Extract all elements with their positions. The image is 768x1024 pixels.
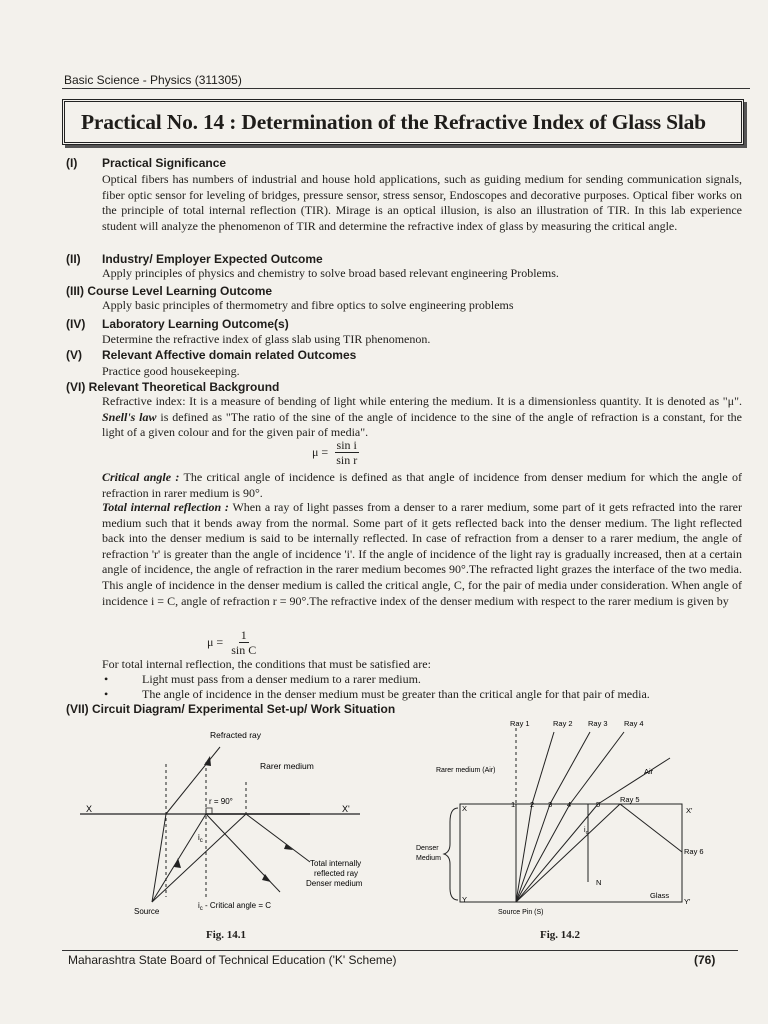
section-heading: Relevant Affective domain related Outcomes [102, 348, 357, 362]
ic-subscript: c [199, 838, 203, 844]
section-heading: (III) Course Level Learning Outcome [66, 284, 273, 298]
ray-4-label: Ray 4 [624, 719, 644, 728]
snells-law-term: Snell's law [102, 409, 157, 424]
ray-2-label: Ray 2 [553, 719, 573, 728]
figure-14-1 [70, 722, 410, 922]
condition-bullet-2 [104, 687, 650, 702]
condition-bullet-1 [104, 672, 421, 687]
section-heading: Laboratory Learning Outcome(s) [102, 317, 289, 331]
incident-ray-line [152, 814, 166, 902]
section-body: Optical fibers has numbers of industrial and house hold applications, such as guiding medium for sending communication signals, fiber optic sensor for leveling of bridges, pressure sensor, stress sensor, Endoscopes and decorative purposes. Optical fiber works on the principle of total internal reflection (TIR). Mirage is an optical illusion, is also an illustration of TIR. In this lab experience student will analyze the phenomenon of TIR and determine the refractive index of glass by measuring the critical angle. [102, 172, 742, 233]
x-label: X [462, 804, 468, 813]
arrow-icon [262, 874, 271, 882]
text-run: When a ray of light passes from a denser to a rarer medium, some part of it gets refracted into the rarer medium such that it bends away from the normal. Some part of it gets reflected back into the denser medium. The light reflected back into the denser medium is said to be internally reflected. In case of refraction from a denser to a rarer medium, the angle of refraction 'r' is greater than the angle of incidence 'i'. If the angle of incidence of the light ray is gradually increased, then at a certain angle of incidence, the angle of refraction in the rarer medium becomes 90°.The refracted light grazes the interface of the two media. This angle of incidence in the denser medium is called the critical angle, C, for the pair of media under consideration. When angle of incidence i = C, angle of refraction r = 90°.The refractive index of the denser medium with respect to the rarer medium is given by [102, 500, 742, 608]
denser-label-2: Medium [416, 855, 441, 862]
rarer-medium-label: Rarer medium (Air) [436, 767, 496, 774]
denser-label-1: Denser [416, 845, 439, 852]
section-body: Apply principles of physics and chemistry to solve broad based relevant engineering Problems. [102, 266, 559, 280]
point-2-label: 2 [530, 800, 535, 809]
bullet-text: The angle of incidence in the denser medium must be greater than the critical angle for that pair of media. [142, 687, 650, 701]
tir-label-2: reflected ray [314, 869, 359, 878]
y-label: Y [462, 895, 468, 904]
refracted-ray-label: Refracted ray [210, 730, 262, 740]
crit-i: i [198, 901, 200, 910]
running-head: Basic Science - Physics (311305) [64, 73, 242, 87]
bullet-icon: • [104, 672, 109, 686]
critical-angle-term: Critical angle : [102, 470, 180, 484]
x-label: X [86, 804, 93, 814]
ic-label [198, 833, 203, 844]
ray-3-label: Ray 3 [588, 719, 608, 728]
emergent-ray-2 [550, 732, 590, 804]
text-run: Refractive index: It is a measure of bending of light while entering the medium. It is a dimensionless quantity. It is denoted as "μ". [102, 394, 742, 408]
denominator: sin C [231, 643, 257, 657]
right-angle-mark [206, 808, 212, 814]
numerator: sin i [336, 438, 357, 452]
ray-line [516, 804, 620, 902]
tir-paragraph [102, 500, 742, 609]
section-body: Practice good housekeeping. [102, 364, 240, 378]
reflected-ray-line [246, 814, 310, 862]
section-heading: Industry/ Employer Expected Outcome [102, 252, 323, 266]
emergent-ray-1 [532, 732, 554, 804]
arrow-icon [284, 844, 293, 850]
point-1-label: 1 [511, 800, 516, 809]
header-rule [62, 88, 750, 89]
ray-5-label: Ray 5 [620, 795, 640, 804]
page-title: Practical No. 14 : Determination of the Refractive Index of Glass Slab [81, 109, 706, 134]
ic-subscript: c [585, 830, 589, 836]
point-5-label: 5 [596, 800, 601, 809]
tir-term: Total internal reflection : [102, 500, 229, 514]
critical-angle-paragraph [102, 470, 742, 501]
y-prime-label: Y' [684, 897, 691, 906]
x-prime-label: X' [342, 804, 350, 814]
ray-line [516, 804, 550, 902]
air-label: Air [644, 767, 654, 776]
point-4-label: 4 [567, 800, 572, 809]
ray-1-label: Ray 1 [510, 719, 530, 728]
text-run: is defined as "The ratio of the sine of the angle of incidence to the sine of the angle of refraction is a constant, for the light of a given colour and for the given pair of media". [102, 409, 742, 440]
incident-ray-line [152, 814, 206, 902]
r-90-label: r = 90° [209, 797, 233, 806]
ray-6-line [620, 804, 682, 852]
source-pin-label: Source Pin (S) [498, 909, 544, 916]
denser-brace [444, 808, 458, 900]
section-body: Apply basic principles of thermometry and fibre optics to solve engineering problems [102, 298, 514, 312]
critical-angle-formula [207, 628, 258, 657]
formula-lhs: μ = [207, 635, 224, 649]
ray-6-label: Ray 6 [684, 847, 704, 856]
denominator: sin r [336, 453, 358, 467]
emergent-ray-3 [570, 732, 624, 804]
figure-caption-14-1: Fig. 14.1 [206, 929, 247, 941]
numerator: 1 [240, 628, 247, 642]
arrow-icon [174, 858, 181, 868]
section-number: (IV) [66, 317, 86, 331]
section-heading: (VII) Circuit Diagram/ Experimental Set-up/ Work Situation [66, 702, 396, 716]
fraction [229, 628, 258, 657]
snells-law-formula [312, 438, 359, 467]
glass-label: Glass [650, 891, 670, 900]
glass-slab [460, 804, 682, 902]
tir-label-1: Total internally [310, 859, 362, 868]
fraction [334, 438, 359, 467]
section-number: (II) [66, 252, 81, 266]
bullet-text: Light must pass from a denser medium to a rarer medium. [142, 672, 421, 686]
section-body: Determine the refractive index of glass slab using TIR phenomenon. [102, 332, 431, 346]
source-label: Source [134, 907, 160, 916]
arrow-icon [204, 756, 211, 766]
section-number: (I) [66, 156, 78, 170]
tir-label-3: Denser medium [306, 879, 363, 888]
title-box [62, 99, 744, 145]
x-prime-label: X' [686, 806, 693, 815]
formula-lhs: μ = [312, 445, 329, 459]
conditions-intro: For total internal reflection, the conditions that must be satisfied are: [102, 657, 431, 671]
footer-board: Maharashtra State Board of Technical Education ('K' Scheme) [68, 953, 397, 967]
footer-rule [62, 950, 738, 951]
section-number: (V) [66, 348, 82, 362]
theory-paragraph-1 [102, 394, 742, 441]
rarer-medium-label: Rarer medium [260, 761, 314, 771]
point-3-label: 3 [548, 800, 553, 809]
text-run: The critical angle of incidence is defined as that angle of incidence from denser medium for which the angle of refraction in rarer medium is 90°. [102, 470, 742, 500]
figure-caption-14-2: Fig. 14.2 [540, 929, 581, 941]
section-heading: Practical Significance [102, 156, 227, 170]
ic-i: i [584, 827, 586, 834]
crit-subscript: c [199, 906, 203, 912]
bullet-icon: • [104, 687, 109, 701]
page-number: (76) [694, 953, 716, 967]
figure-14-2 [410, 712, 740, 922]
section-heading: (VI) Relevant Theoretical Background [66, 380, 280, 394]
n-label: N [596, 878, 602, 887]
crit-text: - Critical angle = C [202, 901, 272, 910]
ray-line [516, 804, 598, 902]
critical-angle-label [198, 901, 271, 912]
incident-ray-line [152, 814, 246, 902]
ic-i: i [198, 833, 200, 842]
